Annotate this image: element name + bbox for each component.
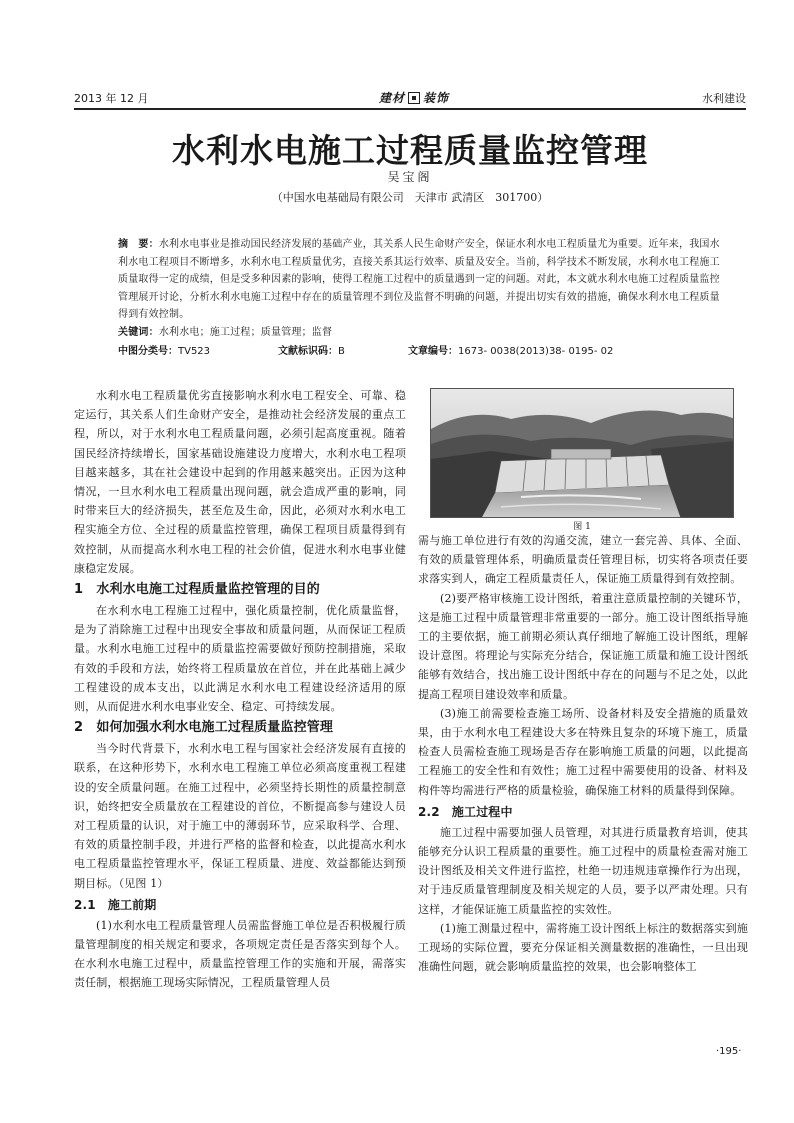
keywords-line [118, 324, 728, 342]
doc-code-field [278, 342, 345, 357]
doc-code-value: B [338, 346, 345, 357]
clc-label: 中图分类号： [118, 346, 178, 357]
journal-name-part-b: 装饰 [423, 91, 450, 105]
author-affiliation: （中国水电基础局有限公司 天津市 武清区 301700） [271, 191, 549, 204]
abstract-label: 摘 要： [118, 239, 159, 250]
issue-date: 2013 年 12 月 [74, 92, 149, 105]
left-column [74, 386, 406, 993]
section-2-paragraph: 当今时代背景下，水利水电工程与国家社会经济发展有直接的联系，在这种形势下，水利水电工程施工单位必须高度重视工程建设的安全质量问题。在施工过程中，必须坚持长期性的质量控制意识，始终把安全质量放在工程建设的首位，不断提高参与建设人员对工程质量的认识，对于施工中的薄弱环节，应采取科学、合理、有效的质量控制手段，并进行严格的监督和检查，以此提高水利水电工程质量监控管理水平，保证工程质量、进度、效益都能达到预期目标。（见图 1） [74, 742, 406, 890]
clc-field [118, 342, 210, 357]
right-column [418, 531, 748, 976]
keywords-text: 水利水电；施工过程；质量管理；监督 [158, 326, 333, 338]
section-2-1-paragraph: (1)水利水电工程质量管理人员需监督施工单位是否积极履行质量管理制度的相关规定和要求，各项规定责任是否落实到每个人。在水利水电施工过程中，质量监控管理工作的实施和开展，需落实责任制，根据施工现场实际情况，工程质量管理人员 [74, 918, 406, 990]
section-2-1-heading: 2.1 施工前期 [74, 897, 157, 912]
abstract-text: 水利水电事业是推动国民经济发展的基础产业，其关系人民生命财产安全，保证水利水电工程质量尤为重要。近年来，我国水利水电工程项目不断增多，水利水电工程质量优劣，直接关系其运行效率、质量及安全。当前，科学技术不断发展，水利水电工程施工质量取得一定的成绩，但是受多种因素的影响，使得工程施工过程中的质量遇到一定的问题。对此，本文就水利水电施工过程质量监控管理展开讨论，分析水利水电施工过程中存在的质量管理不到位及监督不明确的问题，并提出切实有效的措施，确保水利水电工程质量得到有效控制。 [118, 239, 720, 320]
article-title: 水利水电施工过程质量监控管理 [172, 131, 648, 170]
item-2-paragraph: (2)要严格审核施工设计图纸，着重注意质量控制的关键环节，这是施工过程中质量管理非常重要的一部分。施工设计图纸指导施工的主要依据，施工前期必须认真仔细地了解施工设计图纸，理解设计意图。将理论与实际充分结合，保证施工质量和施工设计图纸能够有效结合，找出施工设计图纸中存在的问题与不足之处，以此提高工程项目建设效率和质量。 [418, 591, 748, 701]
section-1-paragraph: 在水利水电工程施工过程中，强化质量控制，优化质量监督，是为了消除施工过程中出现安全事故和质量问题，从而保证工程质量。水利水电施工过程中的质量监控需要做好预防控制措施，采取有效的手段和方法，始终将工程质量放在首位，并在此基础上减少工程建设的成本支出，以此满足水利水电工程建设经济适用的原则，从而促进水利水电事业安全、稳定、可持续发展。 [74, 604, 406, 714]
classification-line [118, 342, 728, 358]
section-1-heading: 1 水利水电施工过程质量监控管理的目的 [74, 582, 320, 598]
dam-illustration [431, 389, 734, 518]
doc-code-label: 文献标识码： [278, 346, 338, 357]
item-3-paragraph: (3)施工前需要检查施工场所、设备材料及安全措施的质量效果，由于水利水电工程建设大多在特殊且复杂的环境下施工，质量检查人员需检查施工现场是否存在影响施工质量的问题，以此提高工程施工的安全性和有效性；施工过程中需要使用的设备、材料及构件等均需进行严格的质量检验，确保施工材料的质量得到保障。 [418, 706, 748, 797]
page-number: ·195· [716, 1046, 742, 1057]
clc-value: TV523 [178, 346, 211, 357]
section-name: 水利建设 [702, 92, 746, 105]
continued-paragraph: 需与施工单位进行有效的沟通交流，建立一套完善、具体、全面、有效的质量管理体系，明确质量责任管理目标，切实将各项责任要求落实到人，确定工程质量责任人，保证施工质量得到有效控制。 [418, 534, 748, 586]
running-header [74, 90, 746, 106]
journal-logo-icon [408, 92, 420, 104]
section-2-2-item-1-paragraph: (1)施工测量过程中，需将施工设计图纸上标注的数据落实到施工现场的实际位置，要充分保证相关测量数据的准确性，一旦出现准确性问题，就会影响质量监控的效果，也会影响整体工 [418, 921, 748, 974]
intro-paragraph: 水利水电工程质量优劣直接影响水利水电工程安全、可靠、稳定运行，其关系人们生命财产安全，是推动社会经济发展的重点工程，所以，对于水利水电工程质量问题，必须引起高度重视。随着国民经济持续增长，国家基础设施建设力度增大，水利水电工程项目越来越多，其在社会建设中起到的作用越来越突出。正因为这种情况，一旦水利水电工程质量出现问题，就会造成严重的影响，同时带来巨大的经济损失，甚至危及生命，因此，必须对水利水电工程实施全方位、全过程的质量监控管理，确保工程项目质量得到有效控制，从而提高水利水电工程的社会价值，促进水利水电事业健康稳定发展。 [74, 389, 406, 575]
header-rule [74, 108, 746, 110]
abstract-block [118, 236, 728, 341]
article-author: 吴宝阁 [387, 170, 433, 184]
figure-caption: 图 1 [573, 522, 591, 532]
dam-photo [430, 388, 734, 518]
abstract-paragraph [118, 236, 728, 324]
article-no-label: 文章编号： [408, 346, 458, 357]
section-2-2-heading: 2.2 施工过程中 [418, 804, 513, 819]
journal-name-part-a: 建材 [379, 91, 406, 105]
section-2-heading: 2 如何加强水利水电施工过程质量监控管理 [74, 720, 334, 736]
journal-name [379, 89, 449, 106]
section-2-2-paragraph: 施工过程中需要加强人员管理，对其进行质量教育培训，使其能够充分认识工程质量的重要性。施工过程中的质量检查需对施工设计图纸及相关文件进行监控，杜绝一切违规违章操作行为出现，对于违反质量管理制度及相关规定的人员，要予以严肃处理。只有这样，才能保证施工质量监控的实效性。 [418, 825, 748, 916]
article-no-value: 1673- 0038(2013)38- 0195- 02 [458, 346, 614, 357]
keywords-label: 关键词： [118, 326, 159, 338]
article-no-field [408, 342, 613, 357]
